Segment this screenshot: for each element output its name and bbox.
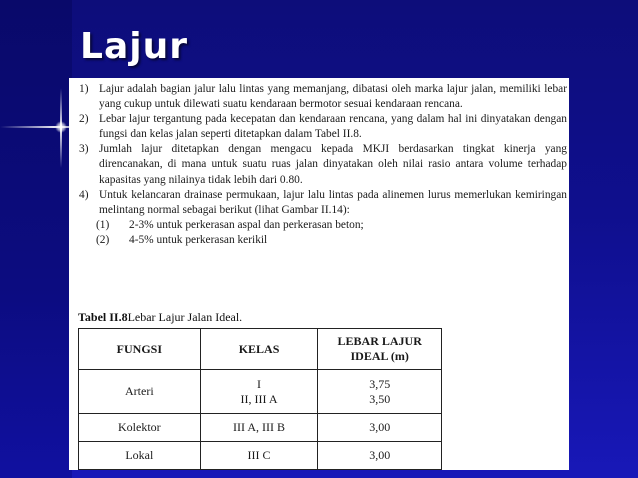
sub-list-item [79,218,567,233]
document-image [69,78,569,470]
slide-title: Lajur [80,26,188,67]
cell-fungsi: Arteri [79,370,201,414]
cell-kelas [200,370,318,414]
table-row [79,442,442,470]
table-caption [78,310,242,325]
list-number: 1) [79,83,89,95]
cell-lebar-line: 3,75 [369,376,391,391]
list-text: Lebar lajur tergantung pada kecepatan dan kendaraan rencana, yang dalam hal ini dinyatakan dengan fungsi dan kelas jalan seperti ditetapkan dalam Tabel II.8. [99,113,567,141]
sub-list-item [79,233,567,248]
left-band [0,0,72,478]
list-text: Untuk kelancaran drainase permukaan, lajur lalu lintas pada alinemen lurus memerlukan kemiringan melintang normal sebagai berikut (lihat Gambar II.14): [99,188,567,216]
sub-list-number: (2) [96,233,110,246]
table-caption-label: Tabel II.8 [78,310,128,324]
numbered-list [79,82,567,248]
header-fungsi: FUNGSI [79,329,201,370]
list-text: Lajur adalah bagian jalur lalu lintas yang memanjang, dibatasi oleh marka lajur jalan, memiliki lebar yang cukup untuk dilewati suatu kendaraan bermotor sesuai kendaraan rencana. [99,83,567,111]
table-row [79,370,442,414]
header-lebar-lajur: LEBAR LAJUR IDEAL (m) [318,329,442,370]
list-number: 3) [79,143,89,156]
header-kelas: KELAS [200,329,318,370]
table-row [79,414,442,442]
cell-kelas: III C [200,442,318,470]
cell-lebar-line: 3,50 [369,391,391,406]
list-number: 4) [79,188,89,201]
sub-list-text: 2-3% untuk perkerasan aspal dan perkerasan beton; [129,218,364,231]
cell-kelas: III A, III B [200,414,318,442]
list-number: 2) [79,113,89,126]
list-item [79,142,567,187]
cell-fungsi: Kolektor [79,414,201,442]
cell-fungsi: Lokal [79,442,201,470]
sparkle-icon [55,121,67,133]
list-item [79,188,567,218]
table-caption-text: Lebar Lajur Jalan Ideal. [127,310,243,324]
lane-width-table [78,328,442,470]
cell-lebar: 3,00 [318,414,442,442]
list-item [79,82,567,112]
list-item [79,112,567,142]
cell-lebar: 3,00 [318,442,442,470]
cell-kelas-line: I [257,376,262,391]
sub-list-text: 4-5% untuk perkerasan kerikil [129,233,268,246]
sub-list-number: (1) [96,218,110,231]
list-text: Jumlah lajur ditetapkan dengan mengacu kepada MKJI berdasarkan tingkat kinerja yang direncanakan, di mana untuk suatu ruas jalan dinyatakan oleh nilai rasio antara volume terhadap kapasitas yang nilainya tidak lebih dari 0.80. [99,143,567,186]
cell-kelas-line: II, III A [240,391,278,406]
table-header-row [79,329,442,370]
cell-lebar [318,370,442,414]
